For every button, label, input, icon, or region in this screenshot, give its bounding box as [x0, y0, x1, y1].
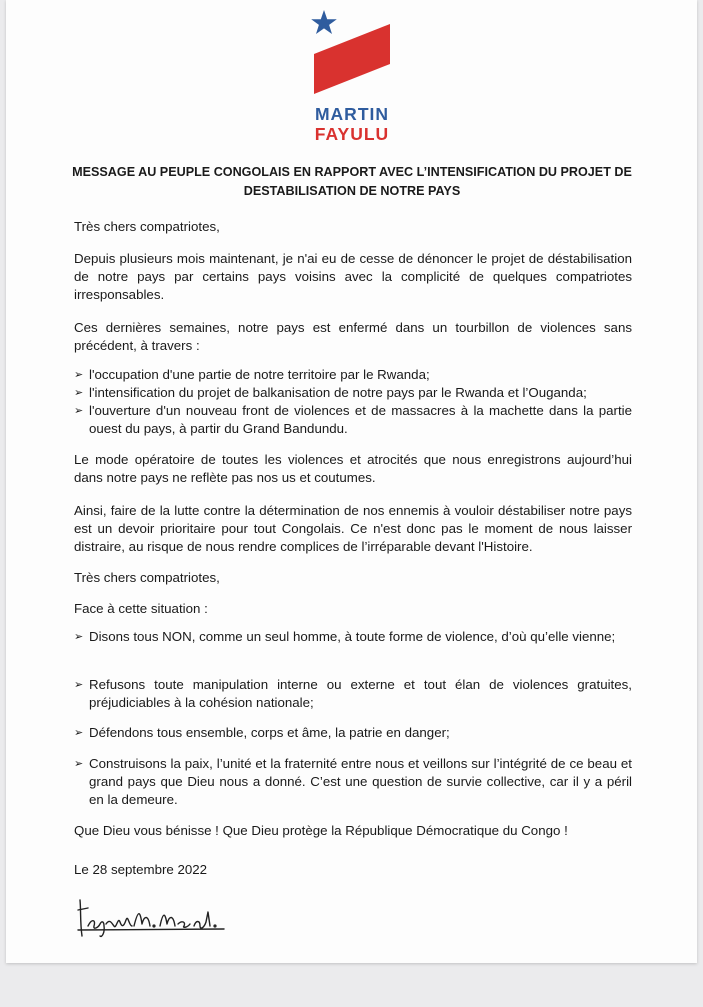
arrow-bullet-icon: ➢ — [74, 679, 84, 691]
greeting: Très chers compatriotes, — [74, 219, 220, 234]
party-logo — [306, 8, 398, 148]
bullet-list-1 — [74, 366, 632, 438]
document-date: Le 28 septembre 2022 — [74, 862, 208, 877]
paragraph-4: Ainsi, faire de la lutte contre la détermination de nos ennemis à vouloir déstabiliser notre pays est un devoir prioritaire pour tout Congolais. Ce n'est donc pas le moment de nous laisser distraire, au risque de nous rendre complices de l’irréparable devant l'Histoire. — [74, 503, 632, 554]
list-item: ➢ l'occupation d'une partie de notre territoire par le Rwanda; — [74, 367, 430, 382]
list-item: ➢ Construisons la paix, l’unité et la fraternité entre nous et veillons sur l’intégrité de ce beau et grand pays que Dieu nous a donné. C’est une question de survie collective, car il y a péril en la demeure. — [74, 756, 632, 807]
arrow-bullet-icon: ➢ — [74, 387, 84, 399]
brand-last-name: FAYULU — [314, 124, 390, 144]
brand-first-name: MARTIN — [314, 104, 390, 124]
list-item: ➢ Disons tous NON, comme un seul homme, à toute forme de violence, d’où qu’elle vienne; — [74, 629, 616, 644]
arrow-bullet-icon: ➢ — [74, 727, 84, 739]
paragraph-3: Le mode opératoire de toutes les violences et atrocités que nous enregistrons aujourd’hui dans notre pays ne reflète pas nos us et coutumes. — [74, 452, 632, 485]
list-item: ➢ Défendons tous ensemble, corps et âme, la patrie en danger; — [74, 725, 450, 740]
title-line-1: MESSAGE AU PEUPLE CONGOLAIS EN RAPPORT AVEC L’INTENSIFICATION DU PROJET DE — [72, 165, 632, 179]
logo-mark — [306, 8, 398, 104]
title-line-2: DESTABILISATION DE NOTRE PAYS — [243, 184, 461, 198]
list-item: ➢ l'ouverture d'un nouveau front de violences et de massacres à la machette dans la partie ouest du pays, à partir du Grand Bandundu. — [74, 403, 632, 436]
list-item: ➢ Refusons toute manipulation interne ou externe et tout élan de violences gratuites, préjudiciables à la cohésion nationale; — [74, 677, 632, 710]
arrow-bullet-icon: ➢ — [74, 758, 84, 770]
document-title — [56, 163, 648, 201]
arrow-bullet-icon: ➢ — [74, 631, 84, 643]
greeting-2: Très chers compatriotes, — [74, 570, 220, 585]
paragraph-1: Depuis plusieurs mois maintenant, je n'ai eu de cesse de dénoncer le projet de déstabilisation de notre pays par certains pays voisins avec la complicité de quelques compatriotes irresponsables. — [74, 251, 632, 302]
paragraph-2: Ces dernières semaines, notre pays est enfermé dans un tourbillon de violences sans précédent, à travers : — [74, 320, 632, 353]
list-item: ➢ l'intensification du projet de balkanisation de notre pays par le Rwanda et l’Ouganda; — [74, 385, 587, 400]
red-banner-shape — [314, 24, 390, 94]
paragraph-5: Face à cette situation : — [74, 601, 208, 616]
closing-blessing: Que Dieu vous bénisse ! Que Dieu protège la République Démocratique du Congo ! — [74, 823, 568, 838]
arrow-bullet-icon: ➢ — [74, 369, 84, 381]
arrow-bullet-icon: ➢ — [74, 405, 84, 417]
star-icon — [311, 10, 337, 34]
signature — [74, 896, 234, 940]
document-page — [6, 0, 697, 963]
